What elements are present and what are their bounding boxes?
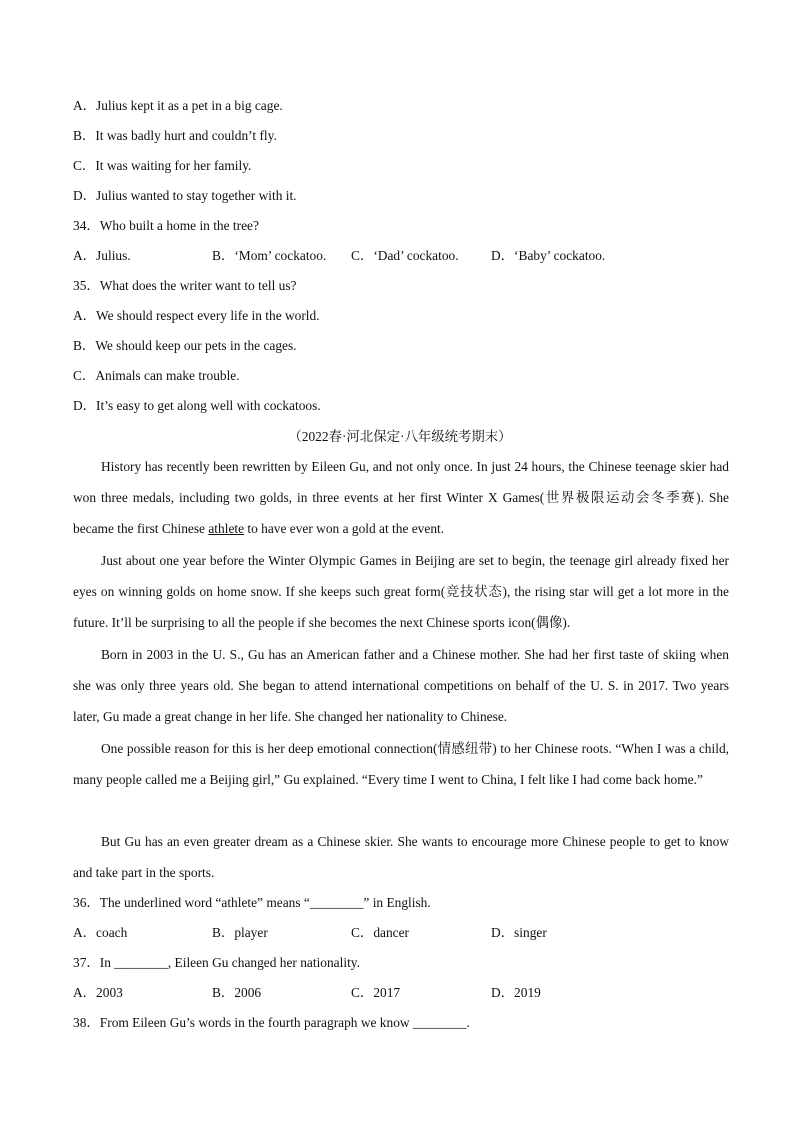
q33-option-c: C．It was waiting for her family. xyxy=(73,158,252,173)
q37-option-c: C．2017 xyxy=(351,985,401,1000)
q33-option-a: A．Julius kept it as a pet in a big cage. xyxy=(73,98,283,113)
passage-paragraph-2: Just about one year before the Winter Olympic Games in Beijing are set to begin, the teenage girl already fixed her eyes on winning golds on home snow. If she keeps such great form(竞技状态), the rising star will get a lot more in the future. It’ll be surprising to all the people if she becomes the next Chinese sports icon(偶像). xyxy=(73,553,729,631)
p1-text-before: History has recently been rewritten by Eileen Gu, and not only once. In just 24 hours, the Chinese teenage skier had won three medals, including two golds, in three events at her first Winter X Games(世界极限运动会冬季赛). She became the first Chinese xyxy=(73,459,729,537)
q35-option-a: A．We should respect every life in the world. xyxy=(73,308,320,323)
q34-option-c: C．‘Dad’ cockatoo. xyxy=(351,248,459,263)
q37-option-a: A．2003 xyxy=(73,985,123,1000)
passage-paragraph-4: One possible reason for this is her deep emotional connection(情感纽带) to her Chinese roots. “When I was a child, many people called me a Beijing girl,” Gu explained. “Every time I went to China, I felt like I had come back home.” xyxy=(73,741,729,788)
q34-stem: 34．Who built a home in the tree? xyxy=(73,218,259,233)
underlined-word-athlete: athlete xyxy=(208,521,245,537)
q35-option-d: D．It’s easy to get along well with cockatoos. xyxy=(73,398,321,413)
passage-paragraph-5: But Gu has an even greater dream as a Chinese skier. She wants to encourage more Chinese people to get to know and take part in the sports. xyxy=(73,834,729,881)
q33-option-b: B．It was badly hurt and couldn’t fly. xyxy=(73,128,277,143)
q35-option-b: B．We should keep our pets in the cages. xyxy=(73,338,297,353)
q34-options xyxy=(73,247,733,265)
q35-stem: 35．What does the writer want to tell us? xyxy=(73,278,297,293)
passage-paragraph-3: Born in 2003 in the U. S., Gu has an American father and a Chinese mother. She had her first taste of skiing when she was only three years old. She began to attend international competitions on behalf of the U. S. in 2017. Two years later, Gu made a great change in her life. She changed her nationality to Chinese. xyxy=(73,647,729,725)
q37-option-d: D．2019 xyxy=(491,985,541,1000)
p1-text-after: to have ever won a gold at the event. xyxy=(244,521,445,537)
q38-stem: 38．From Eileen Gu’s words in the fourth paragraph we know ________. xyxy=(73,1015,470,1030)
q36-option-a: A．coach xyxy=(73,925,128,940)
q36-option-c: C．dancer xyxy=(351,925,410,940)
q37-options xyxy=(73,984,733,1002)
q37-stem: 37．In ________, Eileen Gu changed her nationality. xyxy=(73,955,360,970)
q35-option-c: C．Animals can make trouble. xyxy=(73,368,240,383)
q36-options xyxy=(73,924,733,942)
passage-paragraph-1 xyxy=(73,451,729,545)
q34-option-a: A．Julius. xyxy=(73,248,131,263)
q34-option-b: B．‘Mom’ cockatoo. xyxy=(212,248,327,263)
q36-option-d: D．singer xyxy=(491,925,547,940)
q36-stem: 36．The underlined word “athlete” means “________” in English. xyxy=(73,895,431,910)
q37-option-b: B．2006 xyxy=(212,985,262,1000)
q33-option-d: D．Julius wanted to stay together with it. xyxy=(73,188,297,203)
q34-option-d: D．‘Baby’ cockatoo. xyxy=(491,248,606,263)
passage-source: （2022春·河北保定·八年级统考期末） xyxy=(288,429,512,444)
q36-option-b: B．player xyxy=(212,925,268,940)
